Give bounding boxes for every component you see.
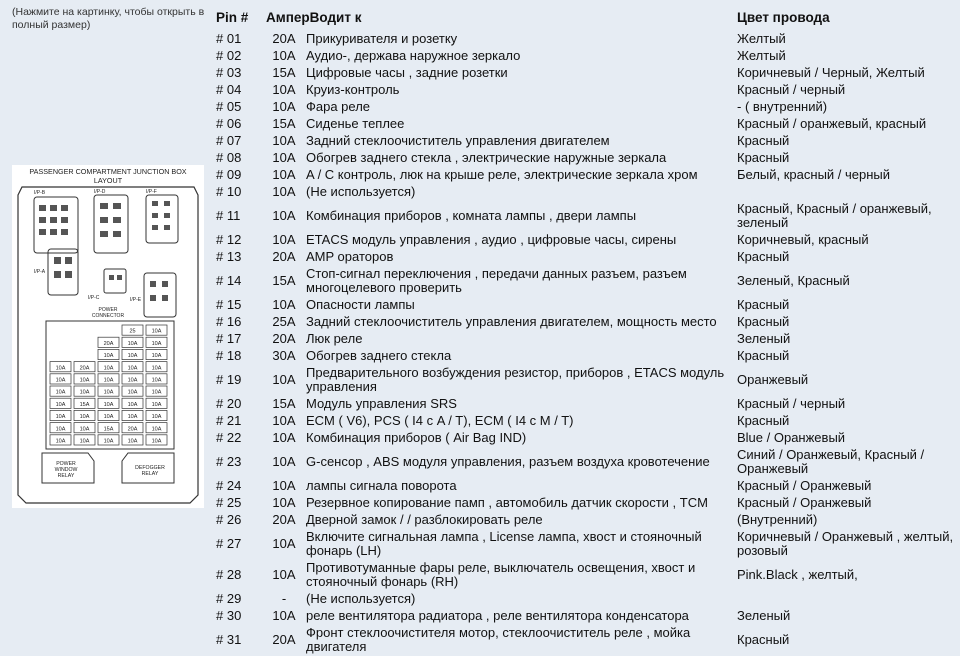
power-window-relay-label-2: WINDOW: [54, 467, 78, 473]
pin-cell: # 20: [216, 396, 242, 411]
fuse-grid: [50, 325, 167, 445]
fuse-label: 10A: [151, 365, 162, 372]
description-cell: лампы сигнала поворота: [306, 478, 457, 493]
amp-cell: 15A: [272, 65, 296, 80]
amp-cell: 15A: [272, 273, 296, 288]
description-cell: Предварительного возбуждения резистор, приборов , ETACS модуль управления: [306, 365, 725, 394]
connector-ip-a: [48, 249, 78, 295]
fuse-label: 10A: [103, 401, 114, 408]
fuse-label: 10A: [55, 426, 66, 433]
fuse-label: 25: [129, 328, 136, 335]
amp-cell: 10A: [272, 297, 296, 312]
table-row: [214, 331, 958, 348]
amp-cell: 10A: [272, 184, 296, 199]
description-cell: Стоп-сигнал переключения , передачи данных разъем, разъем многоцелевого проверить: [306, 266, 687, 295]
amp-cell: 10A: [272, 150, 296, 165]
fuse-label: 10A: [55, 438, 66, 445]
open-full-size-hint[interactable]: (Нажмите на картинку, чтобы открыть в полный размер): [12, 6, 205, 31]
fuse-label: 10A: [127, 377, 138, 384]
description-cell: Резервное копирование памп , автомобиль датчик скорости , TCM: [306, 495, 708, 510]
wire-color-cell: Красный: [737, 297, 790, 312]
wire-color-cell: Blue / Оранжевый: [737, 430, 846, 445]
table-row: [214, 396, 958, 413]
fuse-label: 10A: [151, 353, 162, 360]
description-cell: Цифровые часы , задние розетки: [306, 65, 508, 80]
fuse-label: 10A: [127, 414, 138, 421]
wire-color-cell: Красный: [737, 150, 790, 165]
wire-color-cell: [735, 591, 958, 608]
label-ip-b: I/P-B: [34, 190, 46, 196]
fuse-label: 10A: [55, 414, 66, 421]
table-row: [214, 591, 958, 608]
fuse-label: 10A: [79, 426, 90, 433]
amp-cell: 20A: [272, 31, 296, 46]
pin-cell: # 05: [216, 99, 242, 114]
table-row: [214, 99, 958, 116]
table-row: [214, 150, 958, 167]
pin-cell: # 23: [216, 454, 242, 469]
amp-cell: 10A: [272, 495, 296, 510]
wire-color-cell: Красный / черный: [737, 82, 846, 97]
wire-color-cell: Зеленый: [737, 331, 791, 346]
fuse-label: 10A: [151, 426, 162, 433]
amp-cell: 10A: [272, 208, 296, 223]
amp-cell: 10A: [272, 99, 296, 114]
pin-cell: # 18: [216, 348, 242, 363]
description-cell: реле вентилятора радиатора , реле вентилятора конденсатора: [306, 608, 689, 623]
wire-color-cell: Белый, красный / черный: [737, 167, 891, 182]
fuse-label: 10A: [127, 389, 138, 396]
wire-color-cell: Красный: [737, 249, 790, 264]
description-cell: Обогрев заднего стекла , электрические наружные зеркала: [306, 150, 667, 165]
fuse-label: 10A: [127, 438, 138, 445]
amp-cell: 10A: [272, 478, 296, 493]
fuse-label: 20A: [79, 365, 90, 372]
diagram-title-1: PASSENGER COMPARTMENT JUNCTION BOX: [29, 167, 187, 176]
wire-color-cell: Зеленый: [737, 608, 791, 623]
amp-cell: 10A: [272, 372, 296, 387]
fuse-label: 10A: [103, 377, 114, 384]
fuse-label: 15A: [103, 426, 114, 433]
amp-cell: 20A: [272, 512, 296, 527]
pin-cell: # 26: [216, 512, 242, 527]
fuse-label: 10A: [127, 401, 138, 408]
description-cell: Задний стеклоочиститель управления двигателем, мощность место: [306, 314, 717, 329]
amp-cell: 10A: [272, 167, 296, 182]
pin-cell: # 12: [216, 232, 242, 247]
pin-cell: # 27: [216, 536, 242, 551]
pin-cell: # 29: [216, 591, 242, 606]
description-cell: Люк реле: [306, 331, 363, 346]
table-row: [214, 297, 958, 314]
pin-cell: # 04: [216, 82, 242, 97]
table-row: [214, 232, 958, 249]
amp-cell: 10A: [272, 608, 296, 623]
fuse-label: 10A: [151, 340, 162, 347]
table-row: [214, 608, 958, 625]
header-wire-color: Цвет провода: [737, 10, 830, 25]
fuse-label: 10A: [151, 389, 162, 396]
fuse-label: 10A: [127, 340, 138, 347]
table-header-row: [214, 8, 958, 31]
power-window-relay-label-1: POWER: [56, 461, 76, 467]
pin-cell: # 24: [216, 478, 242, 493]
wire-color-cell: [735, 184, 958, 201]
wire-color-cell: Зеленый, Красный: [737, 273, 850, 288]
fuse-label: 10A: [151, 401, 162, 408]
wire-color-cell: Оранжевый: [737, 372, 809, 387]
fuse-label: 10A: [103, 389, 114, 396]
description-cell: Фронт стеклоочистителя мотор, стеклоочиститель реле , мойка двигателя: [306, 625, 691, 654]
table-row: [214, 348, 958, 365]
table-row: [214, 413, 958, 430]
wire-color-cell: Коричневый / Оранжевый , желтый, розовый: [737, 529, 954, 558]
fuse-label: 10A: [79, 438, 90, 445]
amp-cell: 10A: [272, 430, 296, 445]
description-cell: Обогрев заднего стекла: [306, 348, 452, 363]
wire-color-cell: Красный: [737, 133, 790, 148]
description-cell: Прикуривателя и розетку: [306, 31, 458, 46]
power-connector-label-2: CONNECTOR: [91, 313, 125, 319]
pin-cell: # 14: [216, 273, 242, 288]
fuse-label: 10A: [103, 414, 114, 421]
description-cell: Модуль управления SRS: [306, 396, 457, 411]
amp-cell: 20A: [272, 331, 296, 346]
wire-color-cell: Красный, Красный / оранжевый, зеленый: [737, 201, 932, 230]
amp-cell: 10A: [272, 48, 296, 63]
amp-cell: 30A: [272, 348, 296, 363]
fuse-label: 10A: [79, 377, 90, 384]
wire-color-cell: Коричневый / Черный, Желтый: [737, 65, 925, 80]
amp-cell: 20A: [272, 632, 296, 647]
pin-cell: # 15: [216, 297, 242, 312]
pin-cell: # 17: [216, 331, 242, 346]
description-cell: Включите сигнальная лампа , License лампа, хвост и стояночный фонарь (LH): [306, 529, 702, 558]
pin-cell: # 08: [216, 150, 242, 165]
fuse-label: 10A: [103, 353, 114, 360]
amp-cell: 10A: [272, 82, 296, 97]
description-cell: Аудио-, держава наружное зеркало: [306, 48, 521, 63]
header-amp-leads: АмперВодит к: [266, 10, 362, 25]
label-ip-d: I/P-D: [94, 189, 106, 195]
label-ip-a: I/P-A: [34, 269, 46, 275]
connector-ip-d: [94, 195, 128, 253]
pin-cell: # 22: [216, 430, 242, 445]
table-row: [214, 447, 958, 478]
wire-color-cell: Красный / Оранжевый: [737, 495, 872, 510]
fuse-label: 10A: [55, 401, 66, 408]
table-row: [214, 133, 958, 150]
description-cell: Противотуманные фары реле, выключатель освещения, хвост и стояночный фонарь (RH): [306, 560, 696, 589]
amp-cell: 10A: [272, 536, 296, 551]
power-window-relay-label-3: RELAY: [57, 473, 75, 479]
fuse-label: 10A: [151, 377, 162, 384]
table-row: [214, 365, 958, 396]
table-row: [214, 529, 958, 560]
wire-color-cell: Желтый: [737, 48, 786, 63]
description-cell: A / C контроль, люк на крыше реле, электрические зеркала хром: [306, 167, 698, 182]
table-row: [214, 625, 958, 656]
description-cell: Дверной замок / / разблокировать реле: [306, 512, 543, 527]
amp-cell: 10A: [272, 133, 296, 148]
pin-cell: # 11: [216, 208, 241, 223]
pin-cell: # 28: [216, 567, 242, 582]
description-cell: Опасности лампы: [306, 297, 415, 312]
amp-cell: 10A: [272, 454, 296, 469]
defogger-relay-label-2: RELAY: [141, 471, 159, 477]
junction-box-diagram[interactable]: [12, 165, 204, 508]
wire-color-cell: Коричневый, красный: [737, 232, 869, 247]
pin-cell: # 06: [216, 116, 242, 131]
table-row: [214, 48, 958, 65]
fuse-table: [214, 8, 958, 656]
pin-cell: # 19: [216, 372, 242, 387]
description-cell: Комбинация приборов , комната лампы , двери лампы: [306, 208, 637, 223]
table-row: [214, 184, 958, 201]
pin-cell: # 02: [216, 48, 242, 63]
label-ip-c: I/P-C: [88, 295, 100, 301]
table-row: [214, 495, 958, 512]
amp-cell: 25A: [272, 314, 296, 329]
wire-color-cell: Красный: [737, 314, 790, 329]
amp-cell: 10A: [272, 232, 296, 247]
connector-ip-c: [104, 269, 126, 293]
table-row: [214, 167, 958, 184]
amp-cell: 10A: [272, 413, 296, 428]
description-cell: Сиденье теплее: [306, 116, 405, 131]
table-row: [214, 478, 958, 495]
wire-color-cell: - ( внутренний): [737, 99, 828, 114]
description-cell: ETACS модуль управления , аудио , цифровые часы, сирены: [306, 232, 677, 247]
description-cell: G-сенсор , ABS модуля управления, разъем воздуха кровотечение: [306, 454, 710, 469]
power-connector-label-1: POWER: [98, 307, 118, 313]
pin-cell: # 31: [216, 632, 242, 647]
fuse-label: 10A: [151, 328, 162, 335]
wire-color-cell: Красный / Оранжевый: [737, 478, 872, 493]
pin-cell: # 01: [216, 31, 242, 46]
pin-cell: # 09: [216, 167, 242, 182]
table-row: [214, 266, 958, 297]
amp-cell: 10A: [272, 567, 296, 582]
label-ip-f: I/P-F: [146, 189, 157, 195]
description-cell: AMP ораторов: [306, 249, 394, 264]
amp-cell: 15A: [272, 116, 296, 131]
fuse-label: 10A: [55, 377, 66, 384]
wire-color-cell: Pink.Black , желтый,: [737, 567, 858, 582]
table-row: [214, 116, 958, 133]
fuse-label: 15A: [79, 401, 90, 408]
fuse-label: 20A: [127, 426, 138, 433]
fuse-label: 10A: [151, 438, 162, 445]
diagram-title-2: LAYOUT: [93, 176, 123, 185]
pin-cell: # 30: [216, 608, 242, 623]
defogger-relay-label-1: DEFOGGER: [135, 465, 165, 471]
table-row: [214, 82, 958, 99]
table-row: [214, 512, 958, 529]
wire-color-cell: Желтый: [737, 31, 786, 46]
table-row: [214, 31, 958, 48]
wire-color-cell: Красный / оранжевый, красный: [737, 116, 927, 131]
table-row: [214, 430, 958, 447]
fuse-label: 10A: [79, 389, 90, 396]
amp-cell: 20A: [272, 249, 296, 264]
pin-cell: # 25: [216, 495, 242, 510]
description-cell: Круиз-контроль: [306, 82, 400, 97]
header-pin: Pin #: [216, 10, 249, 25]
table-row: [214, 560, 958, 591]
pin-cell: # 13: [216, 249, 242, 264]
table-row: [214, 201, 958, 232]
pin-cell: # 21: [216, 413, 242, 428]
description-cell: Комбинация приборов ( Air Bag IND): [306, 430, 527, 445]
fuse-label: 10A: [55, 389, 66, 396]
amp-cell: 15A: [272, 396, 296, 411]
pin-cell: # 10: [216, 184, 242, 199]
pin-cell: # 03: [216, 65, 242, 80]
connector-ip-f: [146, 195, 178, 243]
description-cell: Задний стеклоочиститель управления двигателем: [306, 133, 610, 148]
fuse-label: 10A: [127, 365, 138, 372]
fuse-label: 10A: [79, 414, 90, 421]
wire-color-cell: Красный: [737, 348, 790, 363]
wire-color-cell: (Внутренний): [737, 512, 818, 527]
table-row: [214, 314, 958, 331]
amp-cell: -: [281, 591, 287, 606]
pin-cell: # 07: [216, 133, 242, 148]
fuse-label: 10A: [55, 365, 66, 372]
fuse-label: 10A: [103, 365, 114, 372]
pin-cell: # 16: [216, 314, 242, 329]
connector-ip-e: [144, 273, 176, 317]
table-row: [214, 65, 958, 82]
fuse-label: 20A: [103, 340, 114, 347]
fuse-label: 10A: [103, 438, 114, 445]
wire-color-cell: Синий / Оранжевый, Красный / Оранжевый: [737, 447, 925, 476]
fuse-label: 10A: [151, 414, 162, 421]
description-cell: (Не используется): [306, 591, 416, 606]
wire-color-cell: Красный: [737, 632, 790, 647]
description-cell: (Не используется): [306, 184, 416, 199]
label-ip-e: I/P-E: [130, 297, 142, 303]
junction-box-svg: [12, 165, 204, 508]
table-row: [214, 249, 958, 266]
wire-color-cell: Красный: [737, 413, 790, 428]
wire-color-cell: Красный / черный: [737, 396, 846, 411]
description-cell: Фара реле: [306, 99, 371, 114]
fuse-label: 10A: [127, 353, 138, 360]
description-cell: ECM ( V6), PCS ( I4 с A / T), ECM ( I4 с M / T): [306, 413, 574, 428]
